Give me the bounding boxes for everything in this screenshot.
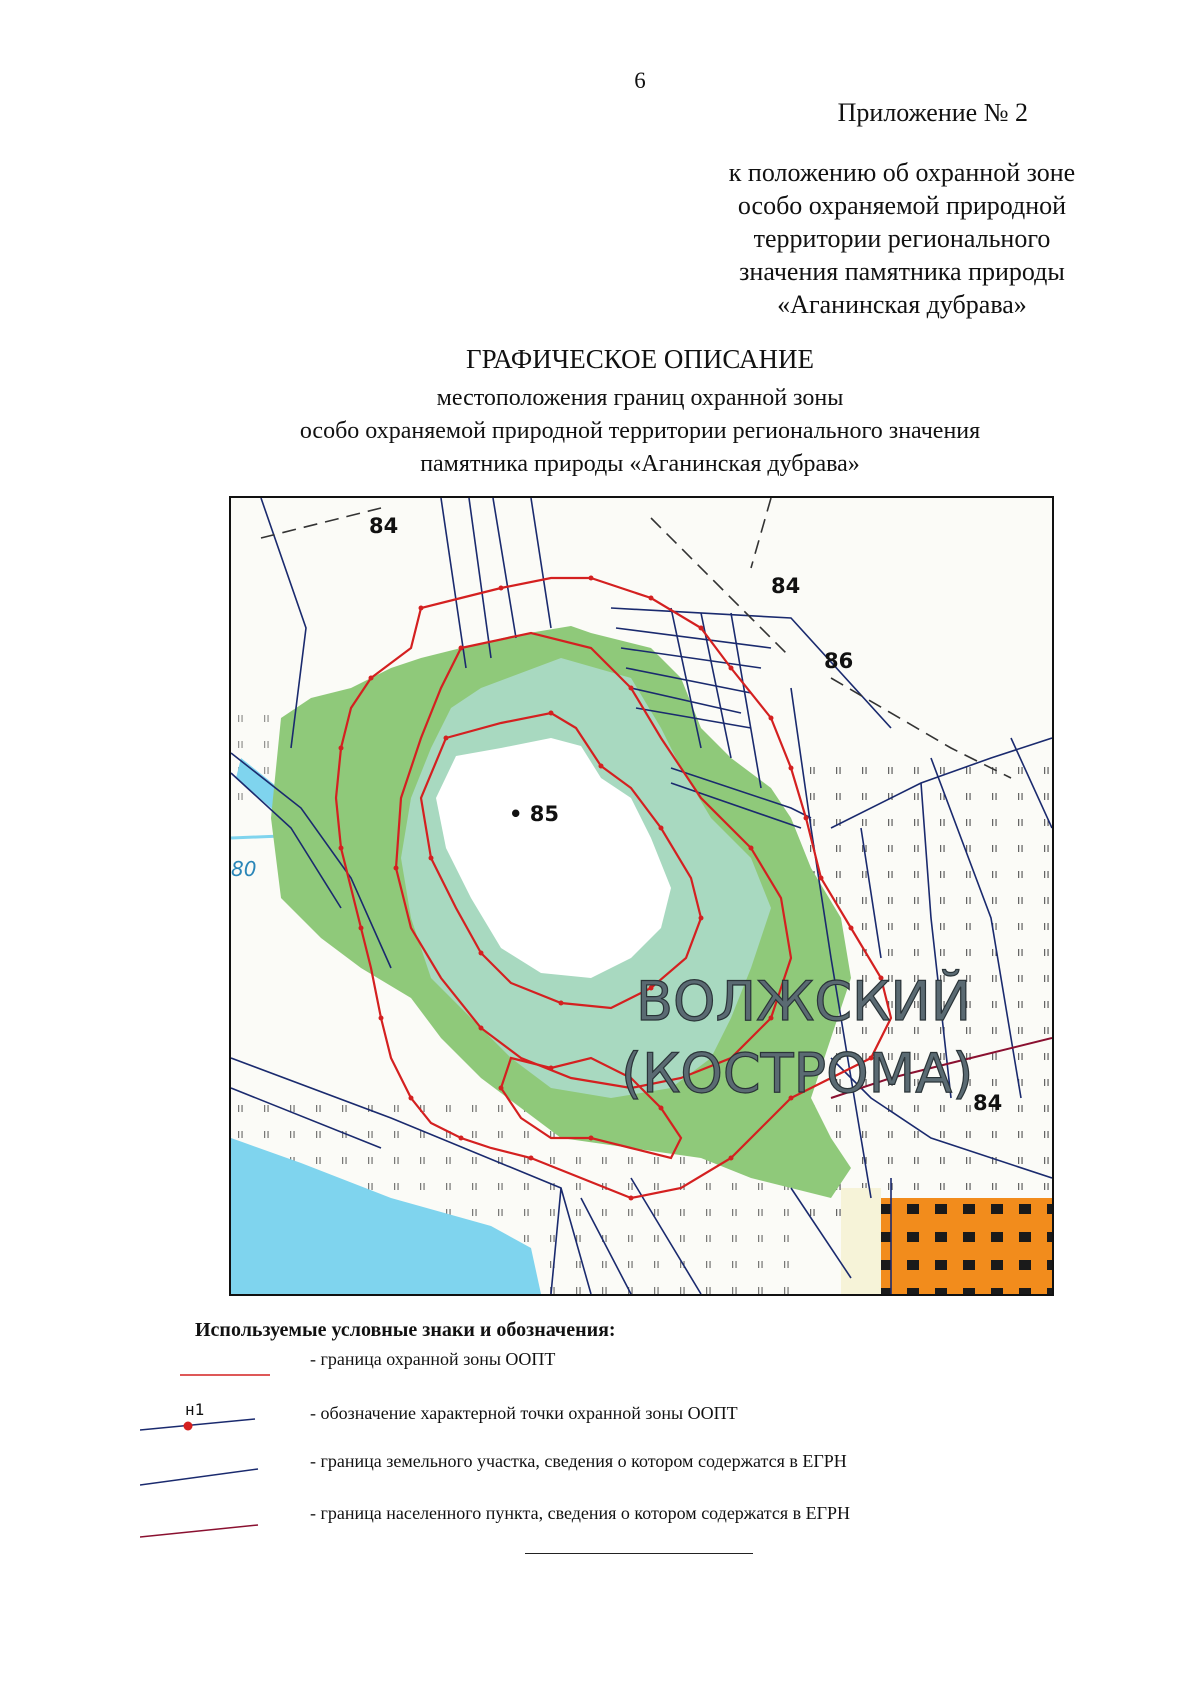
urban-area bbox=[871, 1198, 1052, 1294]
district-label-line1: ВОЛЖСКИЙ bbox=[636, 970, 972, 1033]
point-marker-icon bbox=[140, 1395, 270, 1435]
legend-title: Используемые условные знаки и обозначения: bbox=[195, 1319, 616, 1341]
map-frame bbox=[229, 496, 1054, 1296]
map-canvas bbox=[231, 498, 1052, 1294]
legend-item-text: - граница охранной зоны ООПТ bbox=[310, 1349, 556, 1369]
appendix-line: особо охраняемой природной bbox=[737, 191, 1067, 220]
quarter-label-84-bottom: 84 bbox=[973, 1091, 1003, 1115]
road-strip bbox=[841, 1188, 881, 1294]
subtitle-line: особо охраняемой природной территории регионального значения bbox=[299, 418, 981, 444]
page-number: 6 bbox=[634, 68, 646, 93]
blue-line-icon bbox=[140, 1447, 270, 1487]
quarter-label-84-top-left: 84 bbox=[369, 514, 399, 538]
point-marker-label: н1 bbox=[185, 1400, 205, 1419]
appendix-line: территории регионального bbox=[753, 224, 1051, 253]
quarter-label-84-top-right: 84 bbox=[771, 574, 801, 598]
legend-item-settlement-boundary bbox=[140, 1499, 1040, 1539]
quarter-label-86: 86 bbox=[824, 649, 854, 673]
legend-item-parcel-boundary bbox=[140, 1447, 1040, 1487]
appendix-line: к положению об охранной зоне bbox=[728, 158, 1076, 187]
maroon-line-icon bbox=[140, 1499, 270, 1539]
appendix-line: значения памятника природы bbox=[739, 257, 1065, 286]
document-title: ГРАФИЧЕСКОЕ ОПИСАНИЕ bbox=[465, 344, 815, 374]
legend-item-point bbox=[140, 1395, 1040, 1435]
subtitle-line: местоположения границ охранной зоны bbox=[436, 385, 844, 411]
legend-item-text: - граница населенного пункта, сведения о котором содержатся в ЕГРН bbox=[310, 1503, 851, 1523]
legend-item-zone-boundary bbox=[140, 1345, 1040, 1385]
subtitle-line: памятника природы «Аганинская дубрава» bbox=[420, 451, 860, 477]
legend-item-text: - обозначение характерной точки охранной зоны ООПТ bbox=[310, 1403, 738, 1423]
appendix-line: «Аганинская дубрава» bbox=[777, 290, 1027, 319]
end-rule bbox=[525, 1553, 753, 1554]
legend-item-text: - граница земельного участка, сведения о котором содержатся в ЕГРН bbox=[310, 1451, 847, 1471]
document-subtitle bbox=[0, 382, 1200, 481]
district-label-line2: (КОСТРОМА) bbox=[621, 1042, 974, 1105]
appendix-subtitle bbox=[692, 156, 1112, 321]
water-label-80: 80 bbox=[231, 857, 257, 881]
quarter-label-85: • 85 bbox=[509, 802, 559, 826]
appendix-title: Приложение № 2 bbox=[837, 98, 1028, 127]
red-line-icon bbox=[140, 1345, 270, 1385]
